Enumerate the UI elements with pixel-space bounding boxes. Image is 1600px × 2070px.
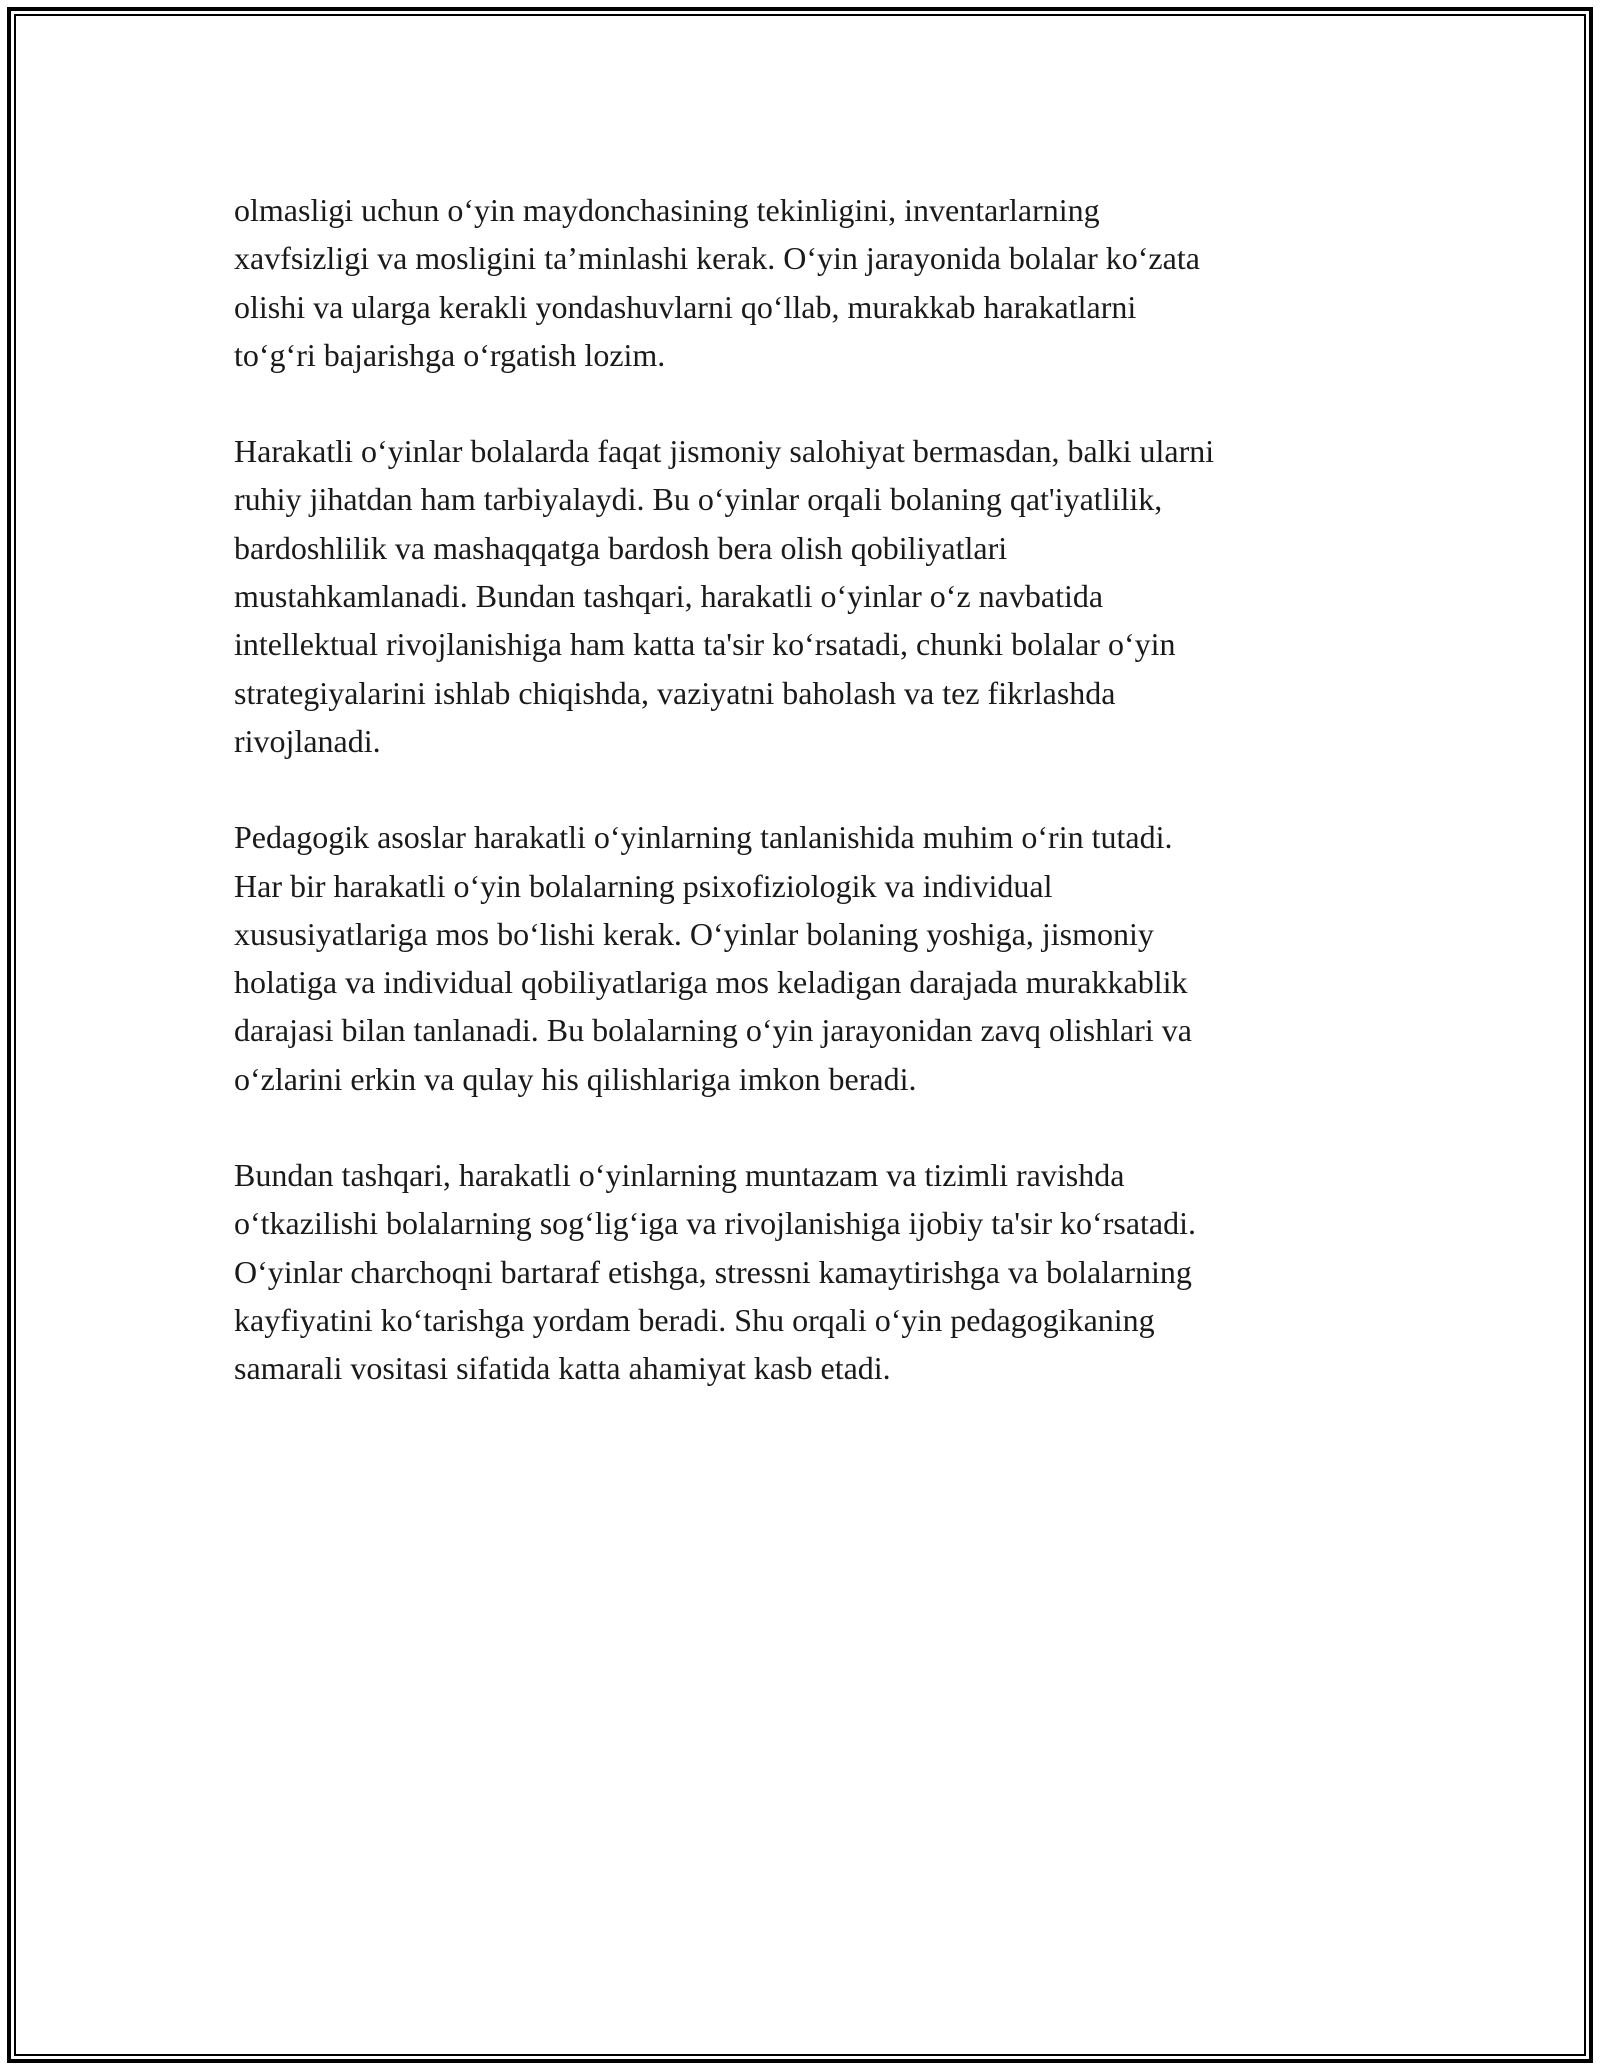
text-line: O‘yinlar charchoqni bartaraf etishga, stressni kamaytirishga va bolalarning bbox=[234, 1253, 1192, 1290]
document-body bbox=[234, 186, 1384, 1393]
text-line: kayfiyatini ko‘tarishga yordam beradi. Shu orqali o‘yin pedagogikaning bbox=[234, 1301, 1155, 1338]
paragraph-2 bbox=[234, 427, 1384, 765]
text-line: Har bir harakatli o‘yin bolalarning psixofiziologik va individual bbox=[234, 867, 1053, 904]
text-line: Harakatli o‘yinlar bolalarda faqat jismoniy salohiyat bermasdan, balki ularni bbox=[234, 433, 1215, 470]
text-line: to‘g‘ri bajarishga o‘rgatish lozim. bbox=[234, 336, 666, 373]
text-line: holatiga va individual qobiliyatlariga mos keladigan darajada murakkablik bbox=[234, 964, 1188, 1001]
text-line: Pedagogik asoslar harakatli o‘yinlarning tanlanishida muhim o‘rin tutadi. bbox=[234, 819, 1173, 856]
text-line: bardoshlilik va mashaqqatga bardosh bera olish qobiliyatlari bbox=[234, 529, 1008, 566]
text-line: intellektual rivojlanishiga ham katta ta'sir ko‘rsatadi, chunki bolalar o‘yin bbox=[234, 626, 1176, 663]
text-line: o‘tkazilishi bolalarning sog‘lig‘iga va rivojlanishiga ijobiy ta'sir ko‘rsatadi. bbox=[234, 1205, 1196, 1242]
paragraph-1 bbox=[234, 186, 1384, 379]
text-line: strategiyalarini ishlab chiqishda, vaziyatni baholash va tez fikrlashda bbox=[234, 674, 1116, 711]
paragraph-4 bbox=[234, 1151, 1384, 1392]
text-line: o‘zlarini erkin va qulay his qilishlariga imkon beradi. bbox=[234, 1060, 917, 1097]
text-line: olmasligi uchun o‘yin maydonchasining tekinligini, inventarlarning bbox=[234, 192, 1100, 228]
text-line: darajasi bilan tanlanadi. Bu bolalarning o‘yin jarayonidan zavq olishlari va bbox=[234, 1012, 1192, 1049]
text-line: samarali vositasi sifatida katta ahamiyat kasb etadi. bbox=[234, 1350, 891, 1387]
text-line: mustahkamlanadi. Bundan tashqari, harakatli o‘yinlar o‘z navbatida bbox=[234, 578, 1104, 615]
text-line: xususiyatlariga mos bo‘lishi kerak. O‘yinlar bolaning yoshiga, jismoniy bbox=[234, 915, 1154, 952]
text-line: rivojlanadi. bbox=[234, 722, 381, 759]
text-line: Bundan tashqari, harakatli o‘yinlarning muntazam va tizimli ravishda bbox=[234, 1157, 1125, 1194]
text-line: ruhiy jihatdan ham tarbiyalaydi. Bu o‘yinlar orqali bolaning qat'iyatlilik, bbox=[234, 481, 1163, 518]
text-line: olishi va ularga kerakli yondashuvlarni qo‘llab, murakkab harakatlarni bbox=[234, 288, 1137, 325]
paragraph-3 bbox=[234, 813, 1384, 1103]
text-line: xavfsizligi va mosligini ta’minlashi kerak. O‘yin jarayonida bolalar ko‘zata bbox=[234, 240, 1200, 277]
